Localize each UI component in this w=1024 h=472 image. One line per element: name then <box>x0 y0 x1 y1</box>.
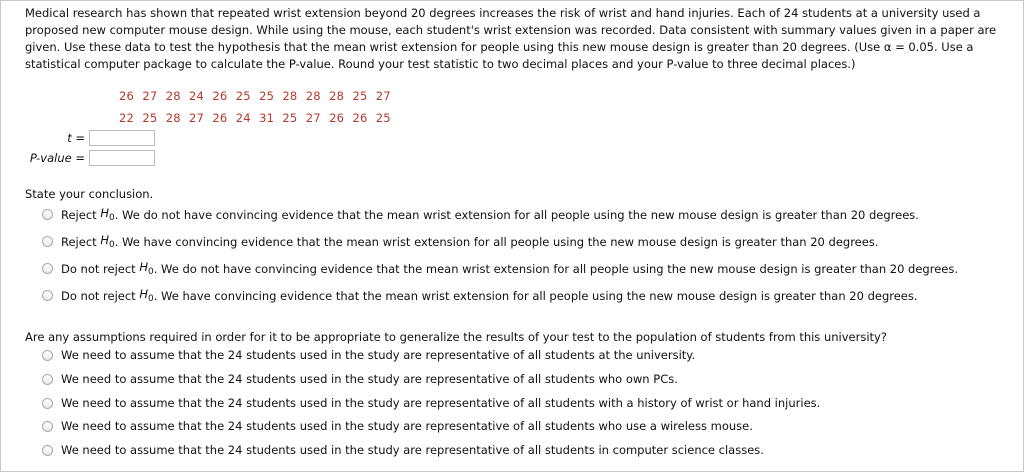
t-symbol: t <box>67 131 72 145</box>
radio-button[interactable] <box>42 445 53 456</box>
conclusion-option-1[interactable] <box>42 206 919 223</box>
assumption-option-1[interactable] <box>42 348 695 362</box>
data-value: 25 <box>375 111 391 125</box>
data-value: 28 <box>305 89 321 103</box>
option-text: . We do not have convincing evidence that the mean wrist extension for all people using the new mouse design is greater than 20 degrees. <box>153 261 958 276</box>
radio-button[interactable] <box>42 209 53 220</box>
radio-button[interactable] <box>42 236 53 247</box>
assumption-option-2[interactable] <box>42 372 678 386</box>
data-value: 28 <box>329 89 345 103</box>
option-prefix: Do not reject <box>61 261 136 276</box>
conclusion-option-4[interactable] <box>42 287 918 304</box>
conclusion-option-3[interactable] <box>42 260 958 277</box>
option-text: We need to assume that the 24 students used in the study are representative of all students with a history of wrist or hand injuries. <box>61 396 821 410</box>
data-value: 22 <box>119 111 135 125</box>
option-text: We need to assume that the 24 students used in the study are representative of all students in computer science classes. <box>61 443 764 457</box>
data-value: 28 <box>165 89 181 103</box>
data-value: 27 <box>305 111 321 125</box>
data-value: 27 <box>375 89 391 103</box>
data-row-2 <box>119 111 399 125</box>
p-value-symbol: P-value <box>29 151 72 165</box>
conclusion-option-2[interactable] <box>42 233 878 250</box>
t-statistic-row <box>25 130 155 146</box>
radio-button[interactable] <box>42 263 53 274</box>
option-text: . We have convincing evidence that the mean wrist extension for all people using the new mouse design is greater than 20 degrees. <box>114 234 879 249</box>
assumption-option-5[interactable] <box>42 443 764 457</box>
radio-button[interactable] <box>42 374 53 385</box>
option-text: We need to assume that the 24 students used in the study are representative of all students at the university. <box>61 348 696 362</box>
p-value-input[interactable] <box>89 150 155 166</box>
data-value: 25 <box>352 89 368 103</box>
data-value: 25 <box>235 89 251 103</box>
h0-symbol: $H_0$ <box>100 206 115 223</box>
t-label <box>25 131 85 145</box>
radio-button[interactable] <box>42 421 53 432</box>
h0-symbol: $H_0$ <box>100 233 115 250</box>
data-value: 27 <box>142 89 158 103</box>
h0-symbol: $H_0$ <box>139 260 154 277</box>
data-value: 26 <box>212 89 228 103</box>
option-prefix: Reject <box>61 234 97 249</box>
option-prefix: Reject <box>61 207 97 222</box>
data-value: 25 <box>142 111 158 125</box>
data-value: 24 <box>189 89 205 103</box>
t-equals: = <box>75 131 85 145</box>
data-value: 31 <box>259 111 275 125</box>
data-value: 28 <box>165 111 181 125</box>
conclusion-prompt: State your conclusion. <box>25 187 154 201</box>
radio-button[interactable] <box>42 398 53 409</box>
p-value-equals: = <box>75 151 85 165</box>
data-row-1 <box>119 89 399 103</box>
p-value-row <box>25 150 155 166</box>
data-value: 25 <box>282 111 298 125</box>
p-value-label <box>25 151 85 165</box>
data-value: 25 <box>259 89 275 103</box>
data-value: 24 <box>235 111 251 125</box>
data-value: 26 <box>212 111 228 125</box>
assumptions-prompt: Are any assumptions required in order for it to be appropriate to generalize the results of your test to the population of students from this university? <box>25 330 887 344</box>
radio-button[interactable] <box>42 350 53 361</box>
option-text: . We have convincing evidence that the mean wrist extension for all people using the new mouse design is greater than 20 degrees. <box>153 288 918 303</box>
data-value: 28 <box>282 89 298 103</box>
data-value: 27 <box>189 111 205 125</box>
radio-button[interactable] <box>42 290 53 301</box>
assumption-option-4[interactable] <box>42 419 753 433</box>
t-statistic-input[interactable] <box>89 130 155 146</box>
data-value: 26 <box>329 111 345 125</box>
option-text: We need to assume that the 24 students used in the study are representative of all students who own PCs. <box>61 372 678 386</box>
option-prefix: Do not reject <box>61 288 136 303</box>
option-text: . We do not have convincing evidence that the mean wrist extension for all people using the new mouse design is greater than 20 degrees. <box>114 207 919 222</box>
option-text: We need to assume that the 24 students used in the study are representative of all students who use a wireless mouse. <box>61 419 753 433</box>
data-value: 26 <box>352 111 368 125</box>
h0-symbol: $H_0$ <box>139 287 154 304</box>
assumption-option-3[interactable] <box>42 396 820 410</box>
problem-statement: Medical research has shown that repeated wrist extension beyond 20 degrees increases the risk of wrist and hand injuries. Each of 24 students at a university used a proposed new computer mouse design. While using the mouse, each student's wrist extension was recorded. Data consistent with summary values given in a paper are given. Use these data to test the hypothesis that the mean wrist extension for people using this new mouse design is greater than 20 degrees. (Use α = 0.05. Use a statistical computer package to calculate the P-value. Round your test statistic to two decimal places and your P-value to three decimal places.) <box>25 6 997 71</box>
data-value: 26 <box>119 89 135 103</box>
